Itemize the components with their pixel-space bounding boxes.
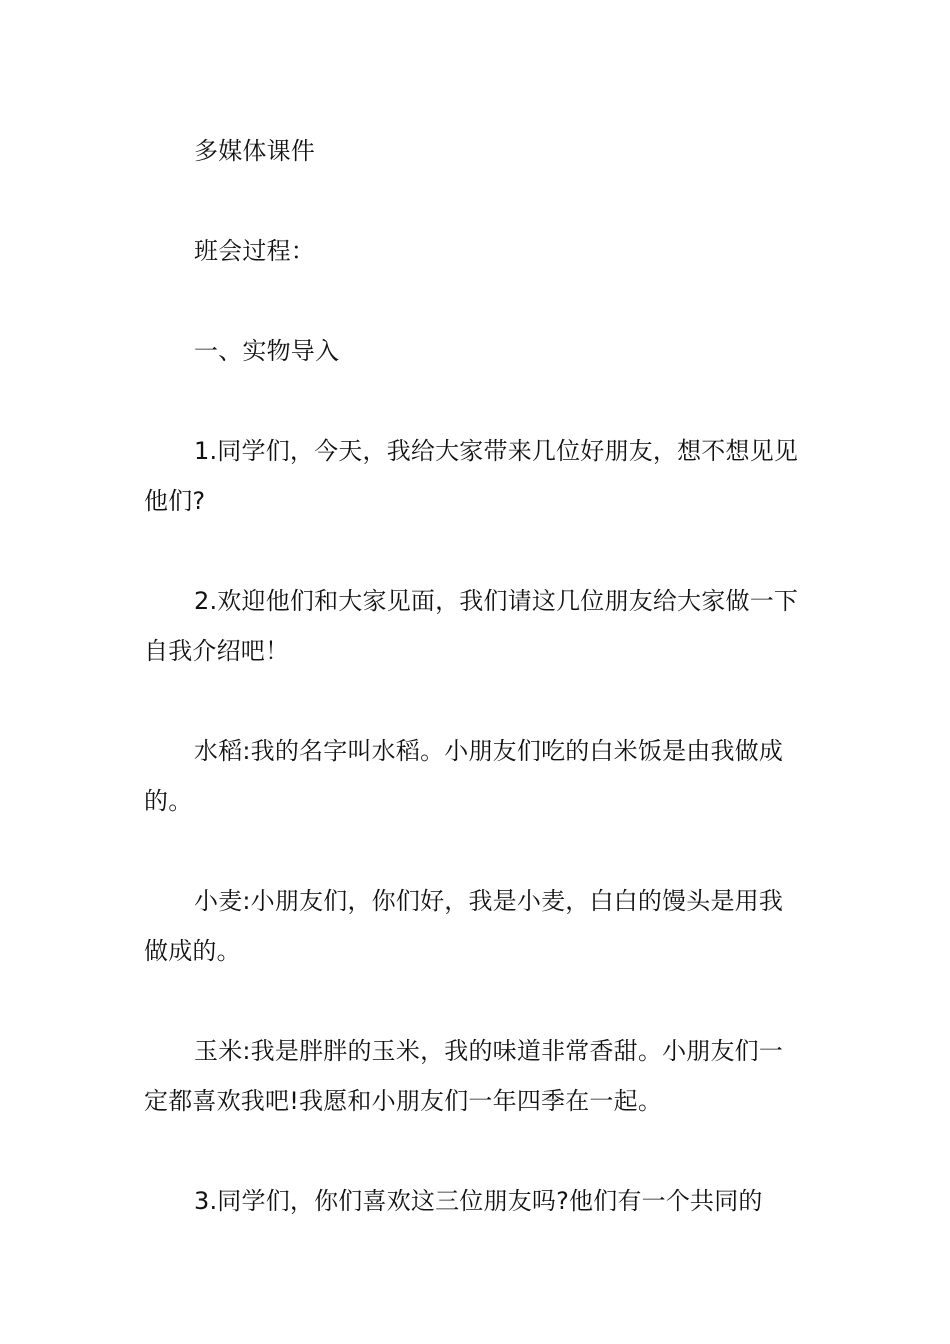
paragraph-rice: 水稻:我的名字叫水稻。小朋友们吃的白米饭是由我做成的。 [144, 737, 784, 815]
paragraph-process-heading: 班会过程： [194, 237, 315, 265]
paragraph-wheat: 小麦:小朋友们，你们好，我是小麦，白白的馒头是用我做成的。 [144, 887, 784, 965]
paragraph-step-3: 3.同学们，你们喜欢这三位朋友吗?他们有一个共同的 [194, 1187, 763, 1215]
document-body [144, 126, 806, 1276]
paragraph-section-one-heading: 一、实物导入 [194, 337, 340, 365]
paragraph-step-2: 2.欢迎他们和大家见面，我们请这几位朋友给大家做一下自我介绍吧！ [144, 587, 799, 665]
paragraph-materials: 多媒体课件 [194, 137, 315, 165]
paragraph-corn: 玉米:我是胖胖的玉米，我的味道非常香甜。小朋友们一定都喜欢我吧!我愿和小朋友们一年四季在一起。 [144, 1037, 784, 1115]
paragraph-step-1: 1.同学们，今天，我给大家带来几位好朋友，想不想见见他们? [144, 437, 799, 515]
